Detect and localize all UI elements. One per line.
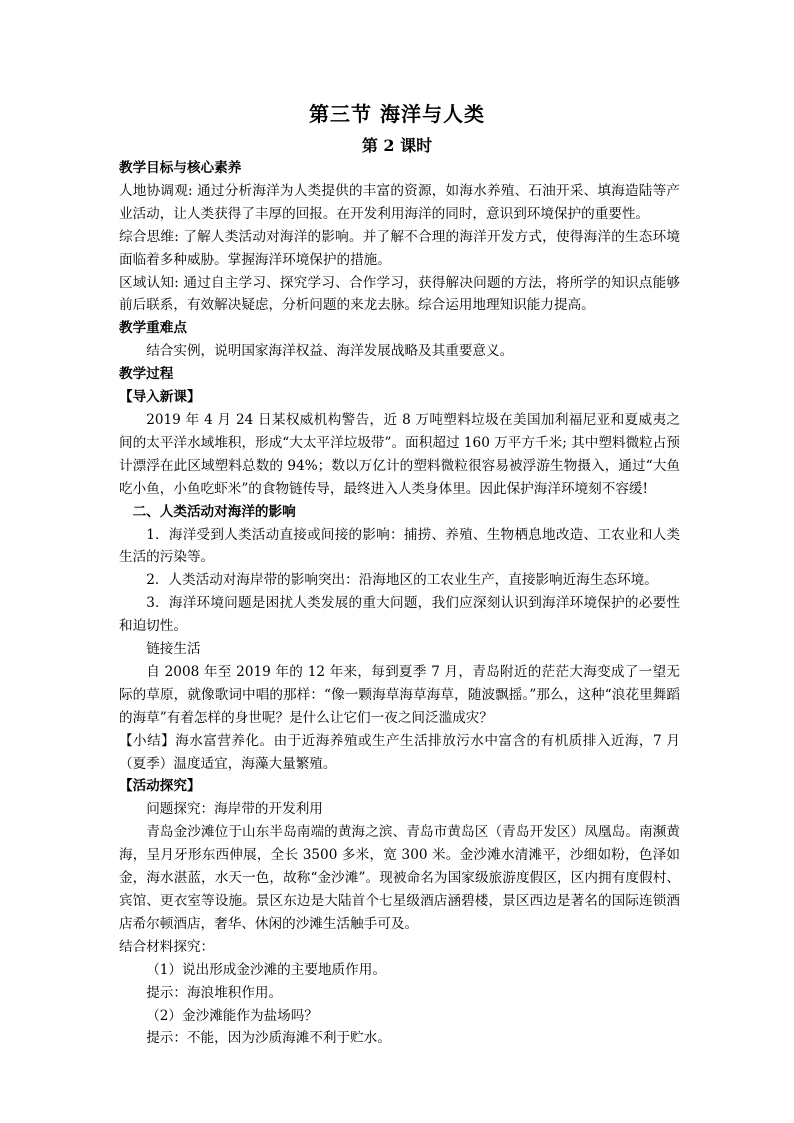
document-body (119, 157, 680, 1050)
key-points-text: 结合实例，说明国家海洋权益、海洋发展战略及其重要意义。 (146, 343, 514, 360)
question-2: （2）金沙滩能作为盐场吗？ (146, 1007, 318, 1024)
objective-renjia: 人地协调观: 通过分析海洋为人类提供的丰富的资源，如海水养殖、石油开采、填海造陆等产业活动，让人类获得了丰厚的回报。在开发利用海洋的同时，意识到环境保护的重要性。 (119, 182, 680, 222)
page-subtitle: 第 2 课时 (361, 136, 433, 155)
section2-heading: 二、人类活动对海洋的影响 (132, 503, 296, 520)
intro-text: 2019 年 4 月 24 日某权威机构警告，近 8 万吨塑料垃圾在美国加利福尼亚和夏威夷之间的太平洋水域堆积，形成“大太平洋垃圾带”。面积超过 160 万平方千米; 其中塑料微粒占预计漂浮在此区域塑料总数的 94%；数以万亿计的塑料微粒很容易被浮游生物摄入，通过“大鱼吃小鱼，小鱼吃虾米”的食物链传导，最终进入人类身体里。因此保护海洋环境刻不容缓! (119, 411, 680, 497)
question-1: （1）说出形成金沙滩的主要地质作用。 (146, 961, 386, 978)
answer-2: 提示：不能，因为沙质海滩不利于贮水。 (146, 1030, 391, 1047)
page-title: 第三节 海洋与人类 (309, 102, 485, 126)
process-heading: 教学过程 (119, 366, 174, 383)
key-points-heading: 教学重难点 (119, 320, 187, 337)
link-life-text: 自 2008 年至 2019 年的 12 年来，每到夏季 7 月，青岛附近的茫茫大海变成了一望无际的草原，就像歌词中唱的那样：“像一颗海草海草海草，随波飘摇。”那么，这种“浪花里舞蹈的海草”有着怎样的身世呢？是什么让它们一夜之间泛滥成灾？ (119, 663, 680, 726)
combine-label: 结合材料探究： (119, 938, 215, 955)
answer-1: 提示：海浪堆积作用。 (146, 984, 283, 1001)
intro-heading: 【导入新课】 (119, 389, 201, 406)
activity-heading: 【活动探究】 (119, 778, 201, 795)
section2-item-2: 2．人类活动对海岸带的影响突出：沿海地区的工农业生产，直接影响近海生态环境。 (146, 572, 658, 589)
material-text: 青岛金沙滩位于山东半岛南端的黄海之滨、青岛市黄岛区（青岛开发区）凤凰岛。南濒黄海，呈月牙形东西伸展，全长 3500 多米，宽 300 米。金沙滩水清滩平，沙细如粉，色泽如金，海水湛蓝，水天一色，故称“金沙滩”。现被命名为国家级旅游度假区，区内拥有度假村、宾馆、更衣室等设施。景区东边是大陆首个七星级酒店涵碧楼，景区西边是著名的国际连锁酒店希尔顿酒店，奢华、休闲的沙滩生活触手可及。 (119, 824, 680, 932)
question-title: 问题探究：海岸带的开发利用 (146, 801, 323, 818)
summary-text: 【小结】海水富营养化。由于近海养殖或生产生活排放污水中富含的有机质排入近海，7 月（夏季）温度适宜，海藻大量繁殖。 (119, 732, 680, 772)
section2-item-1: 1．海洋受到人类活动直接或间接的影响：捕捞、养殖、生物栖息地改造、工农业和人类生活的污染等。 (119, 526, 680, 566)
link-life-label: 链接生活 (146, 641, 201, 658)
objective-zonghe: 综合思维: 了解人类活动对海洋的影响。并了解不合理的海洋开发方式，使得海洋的生态环境面临着多种威胁。掌握海洋环境保护的措施。 (119, 228, 680, 268)
objectives-heading: 教学目标与核心素养 (119, 160, 242, 176)
objective-quyu: 区域认知: 通过自主学习、探究学习、合作学习，获得解决问题的方法，将所学的知识点能够前后联系，有效解决疑虑，分析问题的来龙去脉。综合运用地理知识能力提高。 (119, 274, 680, 314)
section2-item-3: 3．海洋环境问题是困扰人类发展的重大问题，我们应深刻认识到海洋环境保护的必要性和迫切性。 (119, 595, 680, 635)
